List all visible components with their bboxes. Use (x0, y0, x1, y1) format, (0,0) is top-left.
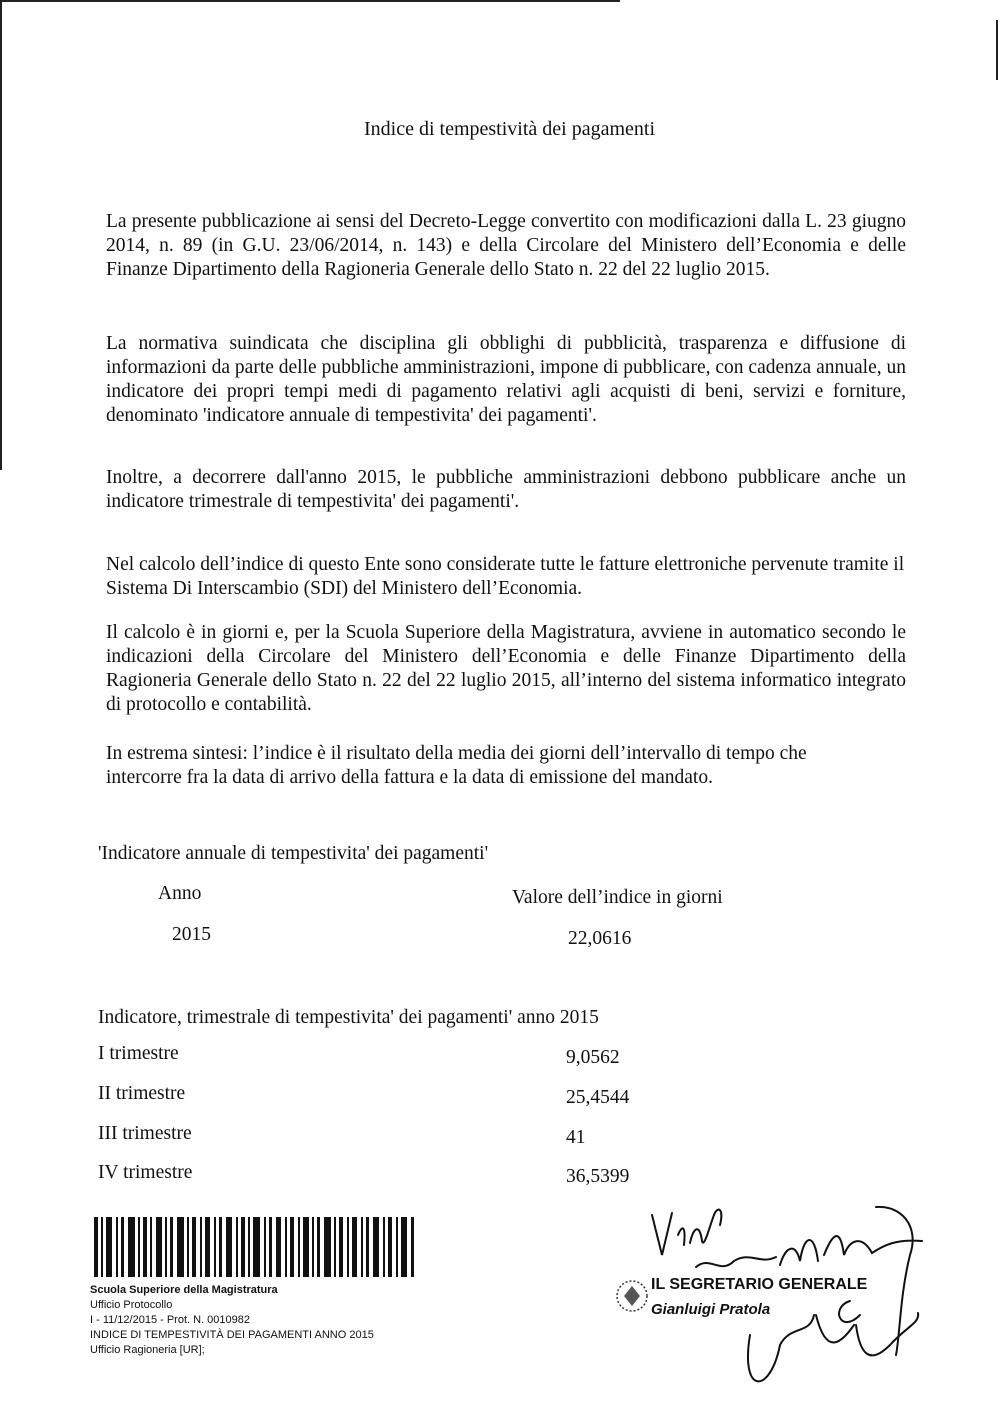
annual-year-cell: 2015 (172, 924, 211, 945)
calcolo-fatture-paragraph: Nel calcolo dell’indice di questo Ente sono considerate tutte le fatture elettroniche pervenute tramite il Sistema Di Interscambio (SDI) del Ministero dell’Economia. (106, 554, 905, 599)
normativa-paragraph: La normativa suindicata che disciplina gli obblighi di pubblicità, trasparenza e diffusione di informazioni da parte delle pubbliche amministrazioni, impone di pubblicare, con cadenza annuale, un indicatore dei propri tempi medi di pagamento relativi agli acquisti di beni, servizi e forniture, denominato 'indicatore annuale di tempestivita' dei pagamenti'. (106, 333, 906, 426)
quarterly-indicator-heading: Indicatore, trimestrale di tempestivita' dei pagamenti' anno 2015 (98, 1007, 599, 1028)
trimestrale-paragraph: Inoltre, a decorrere dall'anno 2015, le pubbliche amministrazioni debbono pubblicare anche un indicatore trimestrale di tempestivita' dei pagamenti'. (106, 467, 906, 512)
stamp-subject: INDICE DI TEMPESTIVITÀ DEI PAGAMENTI ANNO 2015 (90, 1329, 374, 1341)
sintesi-paragraph: In estrema sintesi: l’indice è il risultato della media dei giorni dell’intervallo di tempo che intercorre fra la data di arrivo della fattura e la data di emissione del mandato. (106, 743, 807, 788)
calcolo-giorni-paragraph: Il calcolo è in giorni e, per la Scuola Superiore della Magistratura, avviene in automatico secondo le indicazioni della Circolare del Ministero dell’Economia e delle Finanze Dipartimento della Ragioneria Generale dello Stato n. 22 del 22 luglio 2015, all’interno del sistema informatico integrato di protocollo e contabilità. (106, 622, 906, 715)
stamp-department: Ufficio Ragioneria [UR]; (90, 1344, 205, 1356)
quarterly-row-label: II trimestre (98, 1083, 186, 1104)
scan-edge-left (0, 0, 2, 470)
quarterly-row-label: III trimestre (98, 1123, 192, 1144)
protocol-barcode (90, 1217, 420, 1287)
signatory-role: IL SEGRETARIO GENERALE (651, 1276, 868, 1293)
quarterly-row-value: 9,0562 (566, 1047, 620, 1068)
annual-indicator-heading: 'Indicatore annuale di tempestivita' dei pagamenti' (98, 843, 489, 864)
signatory-name: Gianluigi Pratola (651, 1301, 771, 1318)
annual-value-cell: 22,0616 (568, 928, 632, 949)
stamp-protocol-number: I - 11/12/2015 - Prot. N. 0010982 (90, 1314, 251, 1326)
page-title: Indice di tempestività dei pagamenti (364, 118, 656, 140)
scan-edge-top (0, 0, 620, 2)
annual-col-year: Anno (158, 883, 202, 904)
stamp-institution: Scuola Superiore della Magistratura (90, 1284, 278, 1296)
handwritten-signature (600, 1195, 940, 1405)
intro-paragraph: La presente pubblicazione ai sensi del Decreto-Legge convertito con modificazioni dalla L. 23 giugno 2014, n. 89 (in G.U. 23/06/2014, n. 143) e della Circolare del Ministero dell’Economia e delle Finanze Dipartimento della Ragioneria Generale dello Stato n. 22 del 22 luglio 2015. (106, 211, 906, 280)
quarterly-row-value: 25,4544 (566, 1087, 630, 1108)
annual-col-value: Valore dell’indice in giorni (512, 887, 723, 908)
scan-edge-right (996, 20, 998, 80)
quarterly-row-value: 36,5399 (566, 1166, 630, 1187)
stamp-office: Ufficio Protocollo (90, 1299, 173, 1311)
quarterly-row-label: I trimestre (98, 1043, 179, 1064)
quarterly-row-value: 41 (566, 1127, 586, 1148)
quarterly-row-label: IV trimestre (98, 1162, 193, 1183)
